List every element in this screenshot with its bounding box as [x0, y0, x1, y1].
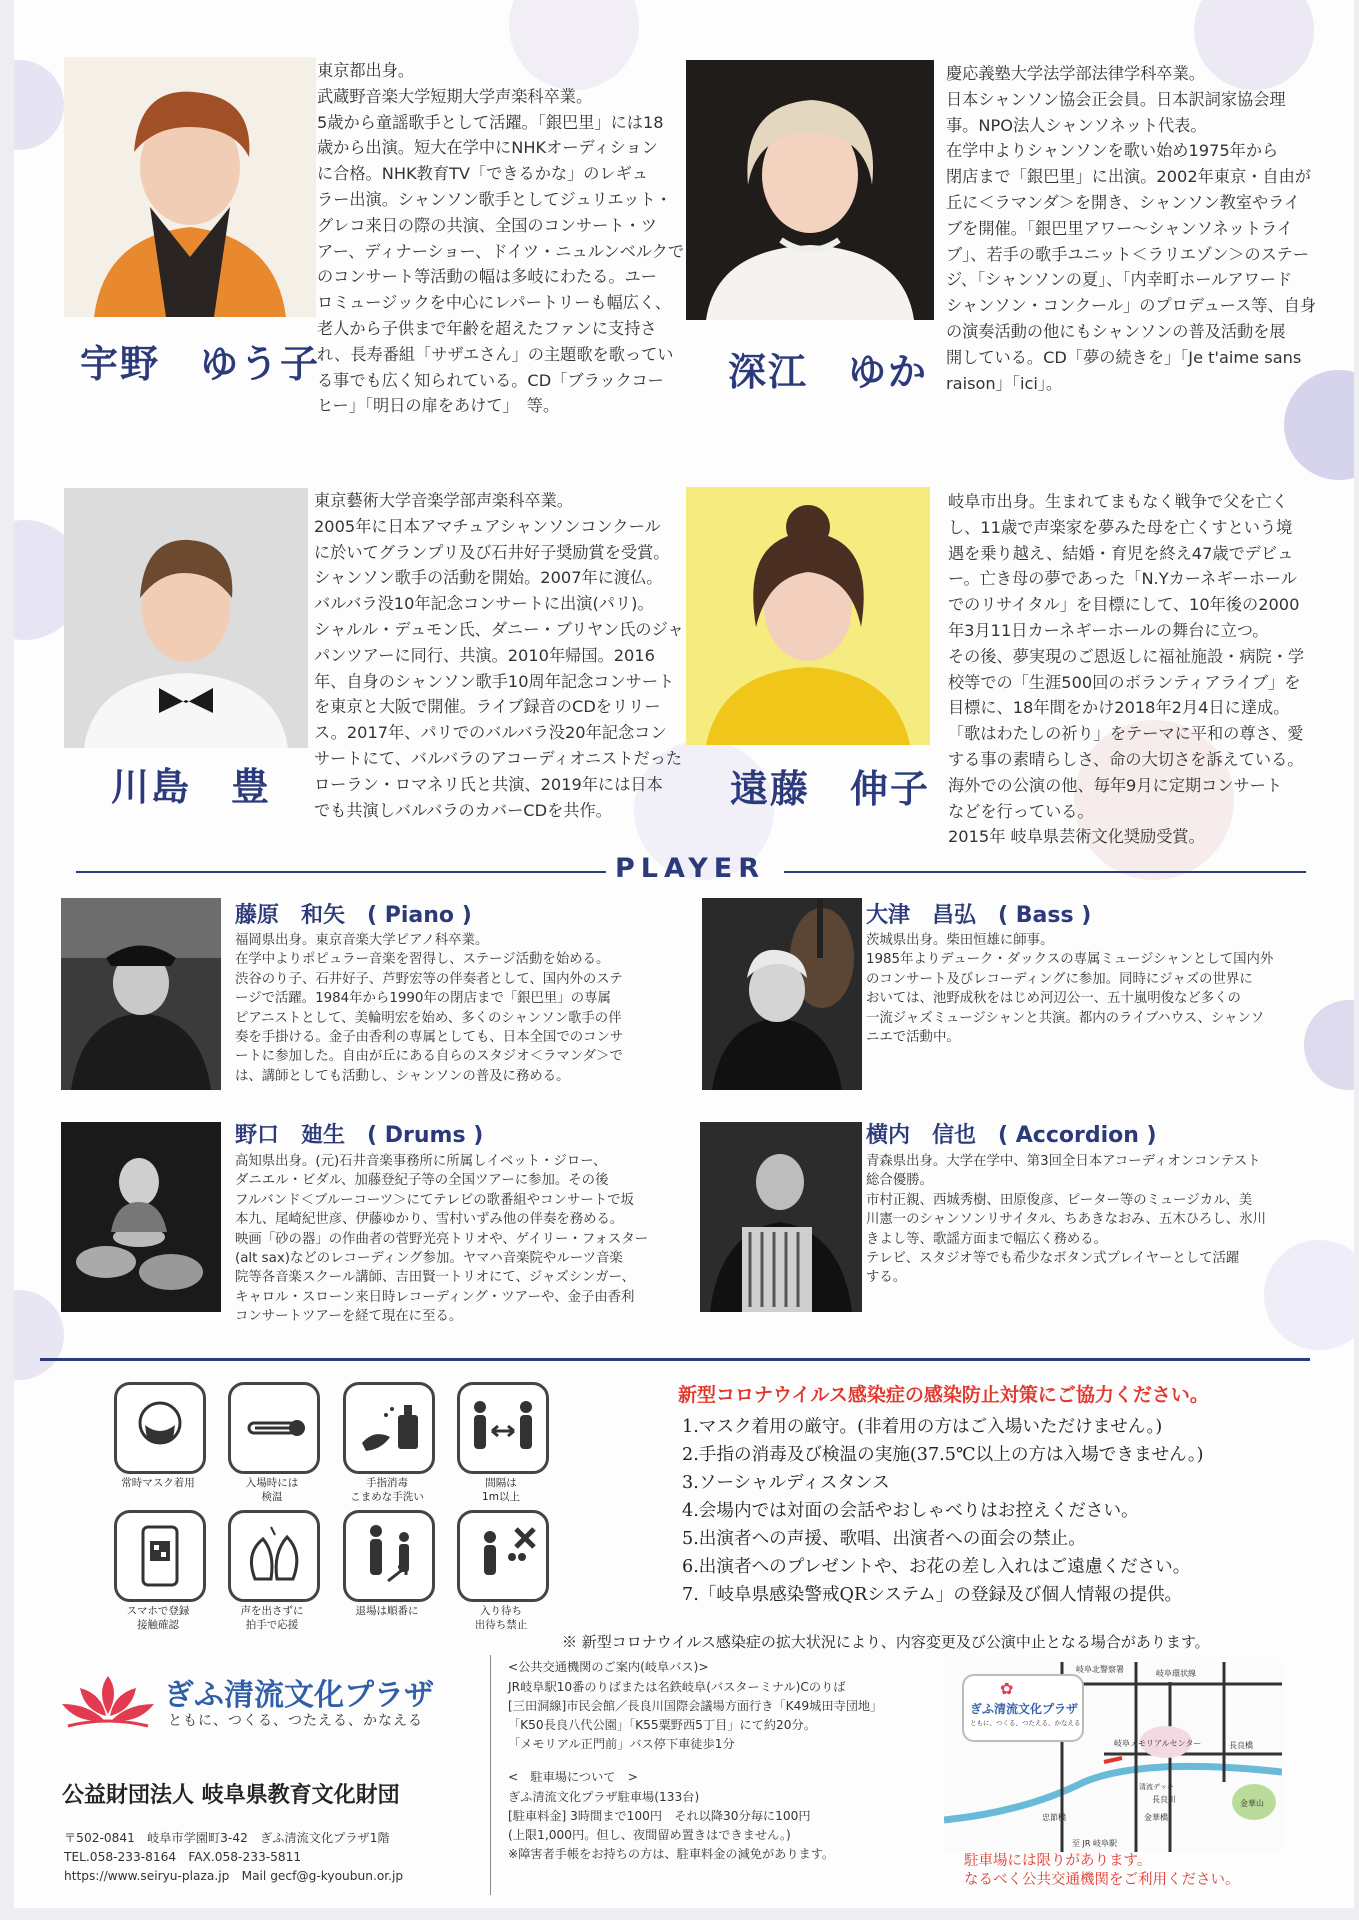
bio-line: 歳から出演。短大在学中にNHKオーディション: [317, 138, 658, 158]
player-name: 野口 廸生: [235, 1123, 346, 1148]
foundation-name: 公益財団法人 岐阜県教育文化財団: [62, 1783, 400, 1808]
transit-title: <公共交通機関のご案内(岐阜バス)>: [508, 1660, 709, 1674]
caption-line: 1m以上: [482, 1491, 520, 1503]
bio-line: 高知県出身。(元)石井音楽事務所に所属しイベット・ジロー、: [235, 1154, 607, 1169]
bio-line: でのリサイタル」を目標にして、10年後の2000: [948, 595, 1300, 615]
bio-line: 開している。CD「夢の続きを」「Je t'aime sans: [946, 347, 1302, 367]
performer-photo: [64, 57, 316, 317]
player-bio: [235, 931, 623, 1086]
distance-icon: [457, 1382, 549, 1474]
bio-line: ヒー」「明日の扉をあけて」 等。: [317, 396, 560, 416]
caption-line: こまめな手洗い: [350, 1491, 424, 1503]
map-label: 岐阜メモリアルセンター: [1114, 1739, 1202, 1748]
divider: [40, 1358, 1310, 1361]
bio-line: 日本シャンソン協会正会員。日本訳詞家協会理: [946, 89, 1286, 109]
web-mail: [64, 1867, 403, 1886]
bio-line: を東京と大阪で開催。ライブ録音のCDをリリー: [314, 697, 661, 717]
caption-line: 入り待ち: [480, 1605, 522, 1617]
icon-caption: [98, 1604, 218, 1632]
exit-in-order-icon: [343, 1510, 435, 1602]
bio-line: フルバンド＜ブルーコーツ＞にてテレビの歌番組やコンサートで坂: [235, 1192, 634, 1208]
bio-line: パンツアーに同行、共演。2010年帰国。2016: [314, 645, 655, 665]
covid-rule: 4.会場内では対面の会話やおしゃべりはお控えください。: [682, 1501, 1139, 1521]
icon-caption: [441, 1604, 561, 1632]
bio-line: ス。2017年、パリでのバルバラ没20年記念コン: [314, 723, 667, 743]
map-label: 岐阜北警察署: [1076, 1665, 1124, 1674]
bio-line: きよし等、歌謡方面まで幅広く務める。: [866, 1231, 1108, 1247]
player-name: 横内 信也: [866, 1123, 977, 1148]
covid-rule: 6.出演者へのプレゼントや、お花の差し入れはご遠慮ください。: [682, 1557, 1191, 1577]
map-label: ぎふ清流文化プラザ: [970, 1702, 1079, 1716]
player-bio: [866, 1152, 1266, 1288]
player-instrument: ( Accordion ): [998, 1123, 1157, 1148]
bio-line: シャルル・デュモン氏、ダニー・ブリヤン氏のジャ: [314, 619, 684, 639]
bio-line: 武蔵野音楽大学短期大学声楽科卒業。: [317, 86, 593, 106]
parking-info: [508, 1788, 834, 1864]
map-label: 至 JR 岐阜駅: [1072, 1839, 1118, 1848]
transit-line: 「K50長良八代公園」「K55粟野西5丁目」にて約20分。: [508, 1718, 816, 1732]
icon-caption: [212, 1476, 332, 1504]
caption-line: 入場時には: [245, 1477, 299, 1489]
icon-caption: [98, 1476, 218, 1490]
bio-line: 校等での「生涯500回のボランティアライブ」を: [948, 672, 1301, 692]
transit-info: [508, 1678, 882, 1754]
performer-bio: [948, 489, 1304, 850]
player-instrument: ( Bass ): [998, 903, 1092, 928]
bio-line: 5歳から童謡歌手として活躍。「銀巴里」には18: [317, 112, 664, 132]
bio-line: 事。NPO法人シャンソネット代表。: [946, 115, 1207, 135]
map-label: 忠節橋: [1042, 1813, 1066, 1822]
map-label: 金華山: [1240, 1799, 1264, 1808]
player-instrument: ( Piano ): [367, 903, 472, 928]
covid-rule: 5.出演者への声援、歌唱、出演者への面会の禁止。: [682, 1529, 1086, 1549]
bio-line: 海外での公演の他、毎年9月に定期コンサート: [948, 775, 1283, 795]
bio-line: する事の素晴らしさ、命の大切さを訴えている。: [948, 749, 1304, 769]
parking-line: ※障害者手帳をお持ちの方は、駐車料金の減免があります。: [508, 1847, 835, 1861]
thermometer-icon: [228, 1382, 320, 1474]
bio-line: 年、自身のシャンソン歌手10周年記念コンサート: [314, 671, 675, 691]
performer-photo: [686, 487, 930, 745]
parking-title: < 駐車場について >: [508, 1770, 638, 1784]
icon-caption: [212, 1604, 332, 1632]
player-bio: [235, 1152, 648, 1327]
map-label: ともに、つくる、つたえる、かなえる: [970, 1719, 1081, 1727]
bio-line: ジ、「シャンソンの夏」、「内幸町ホールアワード: [946, 270, 1293, 290]
parking-line: [駐車料金] 3時間まで100円 それ以降30分毎に100円: [508, 1809, 811, 1823]
caption-line: スマホで登録: [126, 1605, 190, 1617]
map-label: 長良川: [1152, 1795, 1176, 1804]
performer-name: 宇野 ゆう子: [80, 342, 321, 386]
performer-name: 遠藤 伸子: [730, 767, 931, 811]
no-waiting-icon: [457, 1510, 549, 1602]
caption-line: 声を出さずに: [240, 1605, 304, 1617]
bio-line: ニエで活動中。: [866, 1030, 960, 1046]
bio-line: 目標に、18年間をかけ2018年2月4日に達成。: [948, 698, 1290, 718]
clapping-icon: [228, 1510, 320, 1602]
hand-sanitizer-icon: [343, 1382, 435, 1474]
bio-line: する。: [866, 1270, 907, 1286]
transit-line: JR岐阜駅10番のりばまたは名鉄岐阜(バスターミナル)Cのりば: [508, 1680, 846, 1694]
divider: [784, 871, 1306, 873]
map-label: 長良橋: [1229, 1741, 1253, 1750]
bio-line: 院等各音楽スクール講師、吉田賢一トリオにて、ジャズシンガー、: [235, 1270, 635, 1286]
bio-line: 東京藝術大学音楽学部声楽科卒業。: [314, 491, 573, 510]
mask-icon: [114, 1382, 206, 1474]
bio-line: 岐阜市出身。生まれてまもなく戦争で父を亡く: [948, 492, 1288, 511]
bio-line: 在学中よりポピュラー音楽を習得し、ステージ活動を始める。: [235, 952, 610, 968]
bio-line: 一流ジャズミュージシャンと共演。都内のライブハウス、シャンソ: [866, 1010, 1265, 1026]
player-heading: [866, 898, 1091, 929]
bio-line: 青森県出身。大学在学中、第3回全日本アコーディオンコンテスト: [866, 1154, 1261, 1169]
bio-line: コンサートツアーを経て現在に至る。: [235, 1309, 463, 1325]
performer-name: 深江 ゆか: [728, 350, 929, 394]
bio-line: ロミュージックを中心にレパートリーも幅広く、: [317, 293, 672, 313]
bio-line: 総合優勝。: [866, 1173, 933, 1189]
icon-caption: [327, 1604, 447, 1618]
covid-note: ※ 新型コロナウイルス感染症の拡大状況により、内容変更及び公演中止となる場合があります。: [562, 1633, 1210, 1651]
parking-notice: [964, 1852, 1240, 1890]
bio-line: のコンサート等活動の幅は多岐にわたる。ユー: [317, 267, 657, 287]
bio-line: などを行っている。: [948, 801, 1094, 821]
bio-line: raison」「ici」。: [946, 373, 1063, 393]
performer-bio: [946, 61, 1316, 396]
bio-line: 映画「砂の器」の作曲者の菅野光亮トリオや、ゲイリー・フォスター: [235, 1231, 649, 1247]
player-heading: [866, 1118, 1157, 1149]
performer-bio: [317, 58, 684, 419]
player-photo: [61, 1122, 221, 1312]
covid-rule: 7.「岐阜県感染警戒QRシステム」の登録及び個人情報の提供。: [682, 1585, 1183, 1605]
bio-line: ラー出演。シャンソン歌手としてジュリエット・: [317, 189, 672, 209]
player-heading: [235, 898, 472, 929]
bio-line: サートにて、バルバラのアコーディオニストだった: [314, 748, 683, 768]
bio-line: は、講師としても活動し、シャンソンの普及に務める。: [235, 1068, 570, 1084]
performer-photo: [686, 60, 934, 320]
covid-rule: 1.マスク着用の厳守。(非着用の方はご入場いただけません。): [682, 1417, 1163, 1437]
bio-line: アー、ディナーショー、ドイツ・ニュルンベルクで: [317, 241, 685, 261]
decor-dot: [14, 1290, 64, 1380]
bio-line: 渋谷のり子、石井好子、芦野宏等の伴奏者として、国内外のステ: [235, 971, 623, 987]
bio-line: 遇を乗り越え、結婚・育児を終え47歳でデビュ: [948, 543, 1294, 563]
tel-fax: TEL.058-233-8164 FAX.058-233-5811: [64, 1850, 302, 1864]
parking-line: ぎふ清流文化プラザ駐車場(133台): [508, 1790, 700, 1804]
player-name: 藤原 和矢: [235, 903, 346, 928]
covid-rules: [682, 1413, 1203, 1609]
notice-line: なるべく公共交通機関をご利用ください。: [964, 1872, 1240, 1888]
bio-line: ブ」、若手の歌手ユニット＜ラリエゾン＞のステー: [946, 244, 1309, 264]
bio-line: ートに参加した。自由が丘にある自らのスタジオ＜ラマンダ＞で: [235, 1049, 623, 1065]
bio-line: 奏を手掛ける。金子由香利の専属としても、日本全国でのコンサ: [235, 1030, 624, 1046]
bio-line: の演奏活動の他にもシャンソンの普及活動を展: [946, 321, 1286, 341]
map-label: 清流デッキ: [1139, 1783, 1174, 1791]
parking-line: (上限1,000円。但し、夜間留め置きはできません。): [508, 1828, 791, 1842]
bio-line: その後、夢実現のご恩返しに福祉施設・病院・学: [948, 646, 1305, 666]
performer-name: 川島 豊: [111, 765, 272, 809]
player-name: 大津 昌弘: [866, 903, 977, 928]
transit-line: 「メモリアル正門前」バス停下車徒歩1分: [508, 1737, 735, 1751]
bio-line: 老人から子供まで年齢を超えたファンに支持さ: [317, 318, 657, 338]
bio-line: 茨城県出身。柴田恒雄に師事。: [866, 933, 1054, 948]
bio-line: る事でも広く知られている。CD「ブラックコー: [317, 370, 664, 390]
covid-rule: 3.ソーシャルディスタンス: [682, 1473, 890, 1493]
bio-line: れ、長寿番組「サザエさん」の主題歌を歌ってい: [317, 344, 674, 364]
divider: [76, 871, 606, 873]
plaza-logo-name: ぎふ清流文化プラザ: [164, 1678, 434, 1713]
icon-caption: [441, 1476, 561, 1504]
caption-line: 出待ち禁止: [474, 1619, 528, 1631]
map-plaza-logo: [962, 1674, 1084, 1742]
decor-dot: [1304, 1000, 1354, 1090]
access-map: [944, 1662, 1282, 1852]
bio-line: 2005年に日本アマチュアシャンソンコンクール: [314, 516, 661, 536]
bio-line: 市村正親、西城秀樹、田原俊彦、ピーター等のミュージカル、美: [866, 1192, 1253, 1208]
bio-line: し、11歳で声楽家を夢みた母を亡くすという境: [948, 517, 1293, 537]
bio-line: シャンソン・コンクール」のプロデュース等、自身: [946, 296, 1317, 316]
bio-line: 東京都出身。: [317, 61, 415, 80]
website-link[interactable]: https://www.seiryu-plaza.jp Mail gecf@g-kyoubun.or.jp: [64, 1869, 404, 1883]
bio-line: テレビ、スタジオ等でも希少なボタン式プレイヤーとして活躍: [866, 1251, 1240, 1267]
caption-line: 常時マスク着用: [121, 1477, 195, 1489]
flyer-page: [14, 0, 1354, 1908]
bio-line: グレコ来日の際の共演、全国のコンサート・ツ: [317, 215, 657, 235]
bio-line: 川憲一のシャンソンリサイタル、ちあきなおみ、五木ひろし、氷川: [866, 1212, 1266, 1228]
player-photo: [702, 898, 862, 1090]
player-instrument: ( Drums ): [367, 1123, 484, 1148]
bio-line: 「歌はわたしの祈り」をテーマに平和の尊さ、愛: [948, 724, 1304, 744]
covid-rule: 2.手指の消毒及び検温の実施(37.5℃以上の方は入場できません。): [682, 1445, 1204, 1465]
address: 〒502-0841 岐阜市学園町3-42 ぎふ清流文化プラザ1階: [64, 1831, 390, 1845]
bio-line: ローラン・ロマネリ氏と共演、2019年には日本: [314, 774, 663, 794]
notice-line: 駐車場には限りがあります。: [964, 1853, 1152, 1869]
performer-bio: [314, 488, 684, 823]
bio-line: シャンソン歌手の活動を開始。2007年に渡仏。: [314, 568, 663, 588]
bio-line: ダニエル・ビダル、加藤登紀子等の全国ツアーに参加。その後: [235, 1173, 609, 1189]
caption-line: 退場は順番に: [355, 1605, 419, 1617]
bio-line: キャロル・スローン来日時レコーディング・ツアーや、金子由香利: [235, 1289, 635, 1305]
bio-line: 福岡県出身。東京音楽大学ピアノ科卒業。: [235, 933, 489, 948]
transit-line: [三田洞線]市民会館／長良川国際会議場方面行き「K49城田寺団地」: [508, 1699, 883, 1713]
caption-line: 拍手で応援: [245, 1619, 299, 1631]
map-label: 金華橋: [1144, 1813, 1168, 1822]
caption-line: 間隔は: [485, 1477, 517, 1489]
smartphone-qr-icon: [114, 1510, 206, 1602]
bio-line: のコンサート及びレコーディングに参加。同時にジャズの世界に: [866, 971, 1253, 987]
bio-line: 閉店まで「銀巴里」に出演。2002年東京・自由が: [946, 167, 1311, 187]
bio-line: 慶応義塾大学法学部法律学科卒業。: [946, 64, 1205, 83]
bio-line: バルバラ没10年記念コンサートに出演(パリ)。: [314, 594, 654, 614]
bio-line: でも共演しバルバラのカバーCDを共作。: [314, 800, 612, 820]
player-photo: [700, 1122, 862, 1312]
caption-line: 手指消毒: [366, 1477, 408, 1489]
bio-line: に於いてグランプリ及び石井好子奨励賞を受賞。: [314, 542, 670, 562]
decor-dot: [14, 60, 64, 150]
bio-line: ー。亡き母の夢であった「N.Yカーネギーホール: [948, 569, 1297, 589]
bio-line: 在学中よりシャンソンを歌い始め1975年から: [946, 141, 1279, 161]
bio-line: 1985年よりデューク・ダックスの専属ミュージシャンとして国内外: [866, 952, 1274, 968]
player-photo: [61, 898, 221, 1090]
bio-line: ブを開催。「銀巴里アワー～シャンソネットライ: [946, 218, 1293, 238]
plaza-map-icon: ✿: [1000, 1679, 1014, 1698]
bio-line: 本九、尾崎紀世彦、伊藤ゆかり、雪村いずみ他の伴奏を務める。: [235, 1212, 624, 1228]
bio-line: ピアニストとして、美輪明宏を始め、多くのシャンソン歌手の伴: [235, 1010, 622, 1026]
bio-line: 年3月11日カーネギーホールの舞台に立つ。: [948, 620, 1269, 640]
covid-title: 新型コロナウイルス感染症の感染防止対策にご協力ください。: [678, 1384, 1209, 1406]
bio-line: に合格。NHK教育TV「できるかな」のレギュ: [317, 164, 649, 184]
caption-line: 検温: [261, 1491, 283, 1503]
decor-dot: [1264, 1240, 1354, 1350]
plaza-logo-tagline: ともに、つくる、つたえる、かなえる: [168, 1713, 423, 1729]
icon-caption: [327, 1476, 447, 1504]
player-heading: [235, 1118, 483, 1149]
bio-line: (alt sax)などのレコーディング参加。ヤマハ音楽院やルーツ音楽: [235, 1251, 623, 1267]
bio-line: ージで活躍。1984年から1990年の閉店まで「銀巴里」の専属: [235, 991, 611, 1007]
caption-line: 接触確認: [137, 1619, 179, 1631]
player-bio: [866, 931, 1273, 1047]
bio-line: おいては、池野成秋をはじめ河辺公一、五十嵐明俊など多くの: [866, 991, 1241, 1007]
section-title: PLAYER: [614, 853, 766, 884]
bio-line: 2015年 岐阜県芸術文化奨励受賞。: [948, 827, 1205, 847]
performer-photo: [64, 488, 308, 748]
divider: [490, 1655, 491, 1895]
bio-line: 丘に＜ラマンダ＞を開き、シャンソン教室やライ: [946, 192, 1301, 212]
map-label: 岐阜環状線: [1156, 1669, 1196, 1678]
plaza-logo-icon: [60, 1672, 156, 1732]
